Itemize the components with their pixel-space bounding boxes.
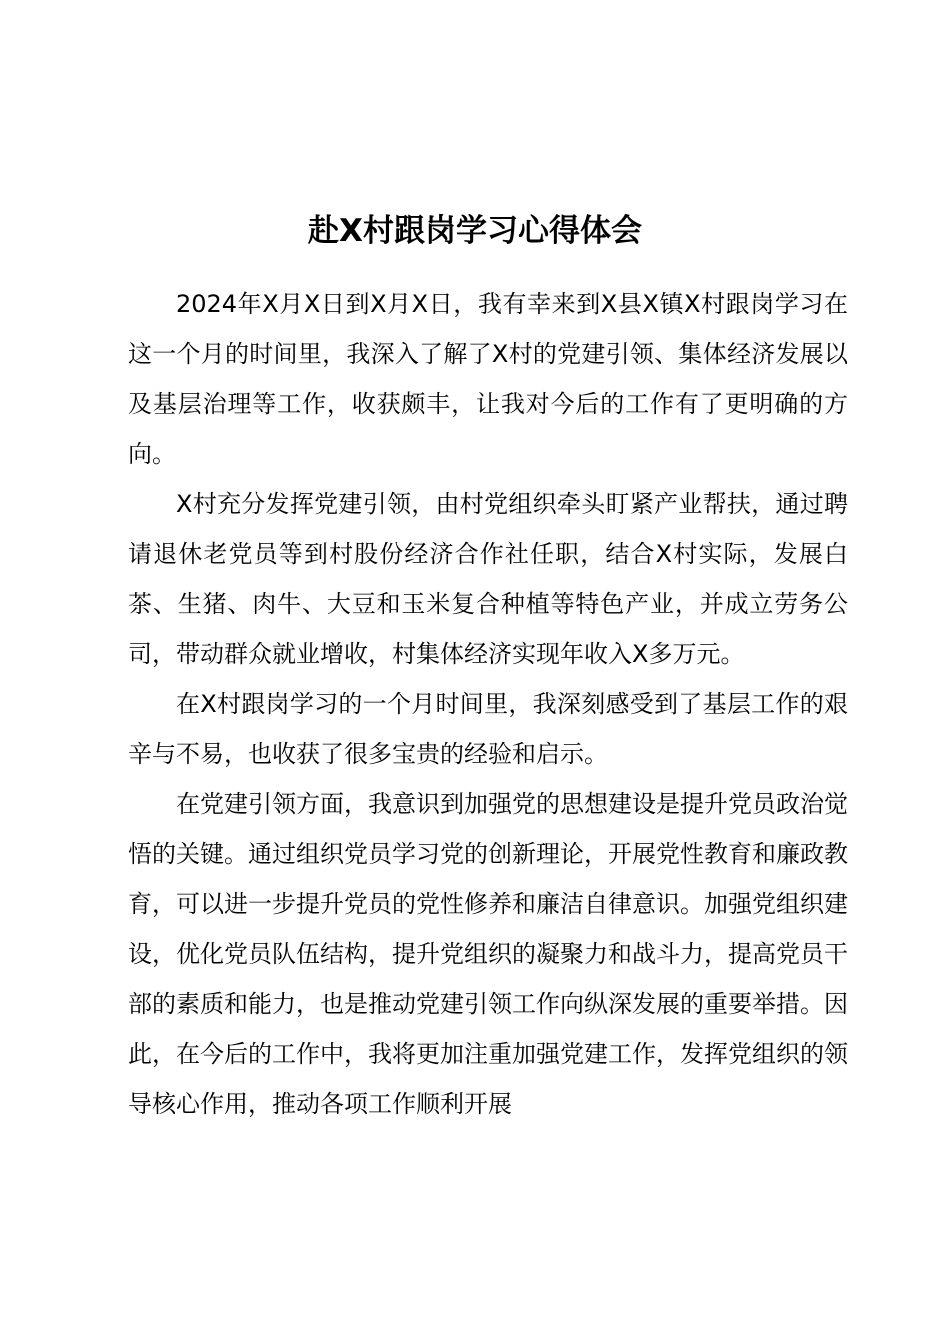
paragraph-reflection: 在X村跟岗学习的一个月时间里，我深刻感受到了基层工作的艰辛与不易，也收获了很多宝贵的经验和启示。 — [128, 690, 848, 768]
paragraph-intro: 2024年X月X日到X月X日，我有幸来到X县X镇X村跟岗学习在这一个月的时间里，我深入了解了X村的党建引领、集体经济发展以及基层治理等工作，收获颇丰，让我对今后的工作有了更明确的方向。 — [128, 290, 848, 468]
paragraph-party-building: 在党建引领方面，我意识到加强党的思想建设是提升党员政治觉悟的关键。通过组织党员学习党的创新理论，开展党性教育和廉政教育，可以进一步提升党员的党性修养和廉洁自律意识。加强党组织建设，优化党员队伍结构，提升党组织的凝聚力和战斗力，提高党员干部的素质和能力，也是推动党建引领工作向纵深发展的重要举措。因此，在今后的工作中，我将更加注重加强党建工作，发挥党组织的领导核心作用，推动各项工作顺利开展 — [128, 790, 848, 1118]
document-body — [128, 279, 848, 1129]
document-title: 赴X村跟岗学习心得体会 — [308, 213, 642, 249]
paragraph-village-overview: X村充分发挥党建引领，由村党组织牵头盯紧产业帮扶，通过聘请退休老党员等到村股份经济合作社任职，结合X村实际，发展白茶、生猪、肉牛、大豆和玉米复合种植等特色产业，并成立劳务公司，带动群众就业增收，村集体经济实现年收入X多万元。 — [128, 490, 848, 668]
